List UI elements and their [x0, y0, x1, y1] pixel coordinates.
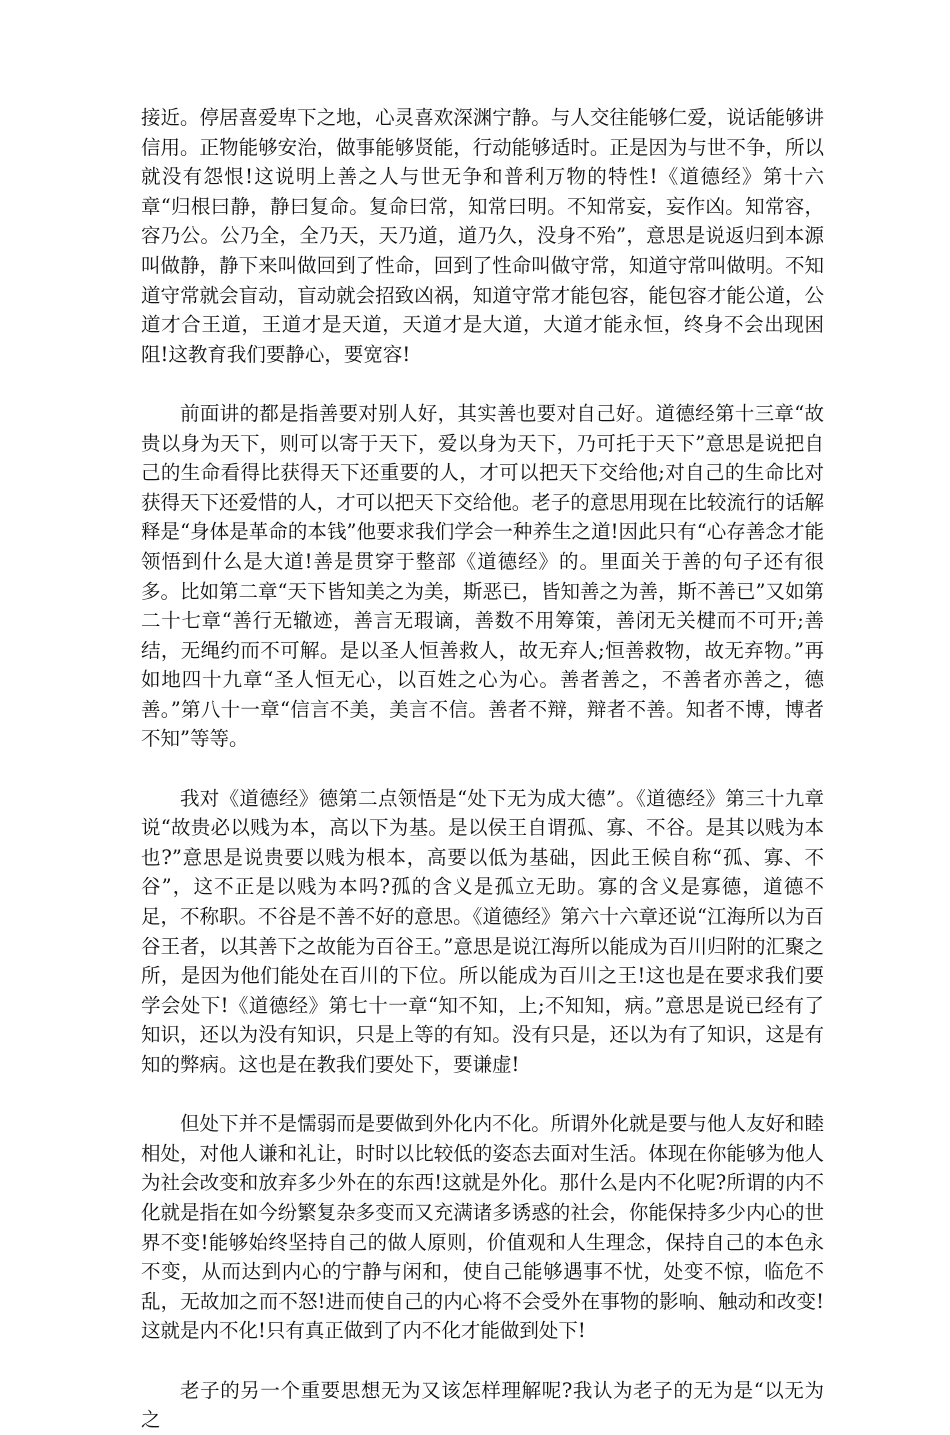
- paragraph-5: 老子的另一个重要思想无为又该怎样理解呢?我认为老子的无为是“以无为之: [141, 1378, 824, 1432]
- paragraph-4: 但处下并不是懦弱而是要做到外化内不化。所谓外化就是要与他人友好和睦相处，对他人谦和礼让，时时以比较低的姿态去面对生活。体现在你能够为他人为社会改变和放弃多少外在的东西!这就是外化。那什么是内不化呢?所谓的内不化就是指在如今纷繁复杂多变而又充满诸多诱惑的社会，你能保持多少内心的世界不变!能够始终坚持自己的做人原则，价值观和人生理念，保持自己的本色永不变，从而达到内心的宁静与闲和，使自己能够遇事不忧，处变不惊，临危不乱，无故加之而不怒!进而使自己的内心将不会受外在事物的影响、触动和改变!这就是内不化!只有真正做到了内不化才能做到处下!: [141, 1112, 824, 1343]
- document-page: [141, 103, 824, 1435]
- paragraph-3: 我对《道德经》德第二点领悟是“处下无为成大德”。《道德经》第三十九章说“故贵必以贱为本，高以下为基。是以侯王自谓孤、寡、不谷。是其以贱为本也?”意思是说贵要以贱为根本，高要以低为基础，因此王候自称“孤、寡、不谷”，这不正是以贱为本吗?孤的含义是孤立无助。寡的含义是寡德，道德不足，不称职。不谷是不善不好的意思。《道德经》第六十六章还说“江海所以为百谷王者，以其善下之故能为百谷王。”意思是说江海所以能成为百川归附的汇聚之所，是因为他们能处在百川的下位。所以能成为百川之王!这也是在要求我们要学会处下!《道德经》第七十一章“知不知，上;不知知，病。”意思是说已经有了知识，还以为没有知识，只是上等的有知。没有只是，还以为有了知识，这是有知的弊病。这也是在教我们要处下，要谦虚!: [141, 786, 824, 1076]
- paragraph-1: 接近。停居喜爱卑下之地，心灵喜欢深渊宁静。与人交往能够仁爱，说话能够讲信用。正物能够安治，做事能够贤能，行动能够适时。正是因为与世不争，所以就没有怨恨!这说明上善之人与世无争和普利万物的特性!《道德经》第十六章“归根曰静，静曰复命。复命曰常，知常曰明。不知常妄，妄作凶。知常容，容乃公。公乃全，全乃天，天乃道，道乃久，没身不殆”，意思是说返归到本源叫做静，静下来叫做回到了性命，回到了性命叫做守常，知道守常叫做明。不知道守常就会盲动，盲动就会招致凶祸，知道守常才能包容，能包容才能公道，公道才合王道，王道才是天道，天道才是大道，大道才能永恒，终身不会出现困阻!这教育我们要静心，要宽容!: [141, 106, 824, 366]
- paragraph-2: 前面讲的都是指善要对别人好，其实善也要对自己好。道德经第十三章“故贵以身为天下，则可以寄于天下，爱以身为天下，乃可托于天下”意思是说把自己的生命看得比获得天下还重要的人，才可以把天下交给他;对自己的生命比对获得天下还爱惜的人，才可以把天下交给他。老子的意思用现在比较流行的话解释是“身体是革命的本钱”他要求我们学会一种养生之道!因此只有“心存善念才能领悟到什么是大道!善是贯穿于整部《道德经》的。里面关于善的句子还有很多。比如第二章“天下皆知美之为美，斯恶已，皆知善之为善，斯不善已”又如第二十七章“善行无辙迹，善言无瑕谪，善数不用筹策，善闭无关楗而不可开;善结，无绳约而不可解。是以圣人恒善救人，故无弃人;恒善救物，故无弃物。”再如地四十九章“圣人恒无心，以百姓之心为心。善者善之，不善者亦善之，德善。”第八十一章“信言不美，美言不信。善者不辩，辩者不善。知者不博，博者不知”等等。: [141, 401, 824, 751]
